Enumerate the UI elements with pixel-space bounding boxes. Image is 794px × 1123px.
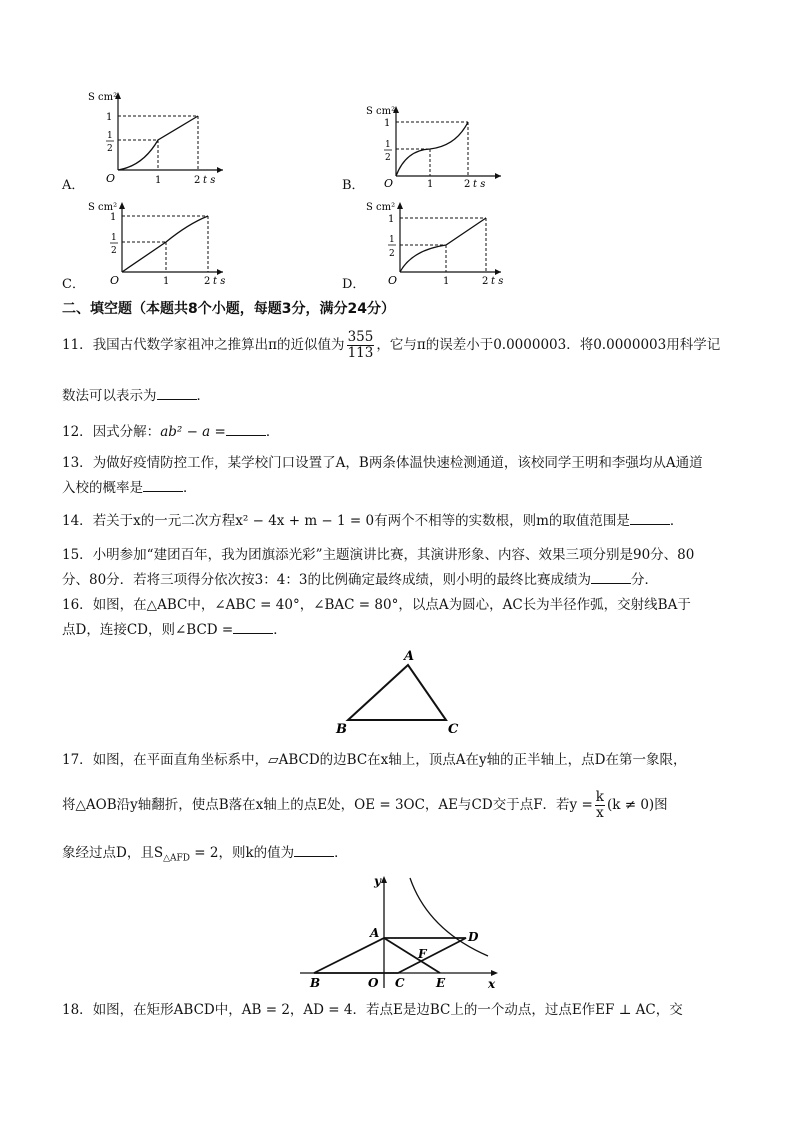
answer-blank[interactable] [294, 842, 334, 857]
vertex-a: A [404, 649, 415, 664]
svg-text:O: O [110, 274, 120, 287]
svg-text:t s: t s [203, 175, 216, 186]
option-b-graph [366, 100, 506, 192]
question-16: 16．如图，在△ABC中，∠ABC = 40°，∠BAC = 80°，以点A为圆心，AC长为半径作弧，交射线BA于 [62, 597, 691, 613]
svg-text:1: 1 [385, 140, 391, 150]
svg-text:t s: t s [213, 276, 226, 287]
svg-text:C: C [395, 976, 405, 990]
parallelogram-figure [300, 870, 510, 992]
svg-text:E: E [436, 976, 446, 990]
option-d-label[interactable]: D． [342, 277, 366, 292]
y-axis-label: S cm² [88, 92, 118, 103]
svg-text:A: A [370, 926, 380, 940]
option-a-label[interactable]: A． [62, 178, 85, 193]
answer-blank[interactable] [630, 510, 670, 525]
option-c-label[interactable]: C． [62, 277, 85, 292]
svg-text:1: 1 [111, 233, 117, 243]
question-15: 15．小明参加“建团百年，我为团旗添光彩”主题演讲比赛，其演讲形象、内容、效果三项分别是90分、80 [62, 547, 695, 563]
option-b-label[interactable]: B． [342, 178, 365, 193]
svg-text:2: 2 [194, 175, 201, 186]
question-11: 11．我国古代数学家祖冲之推算出π的近似值为 $\frac{355}{113}$ ，它与π的误差小于0.0000003．将0.0000003用科学记 [62, 329, 721, 361]
question-15-cont: 分、80分．若将三项得分依次按3：4：3的比例确定最终成绩，则小明的最终比赛成绩为 分． [62, 568, 742, 592]
svg-text:2: 2 [111, 246, 117, 256]
svg-text:x: x [488, 977, 496, 991]
answer-blank[interactable] [233, 619, 273, 634]
svg-text:t s: t s [473, 179, 486, 190]
svg-text:1: 1 [389, 235, 395, 245]
answer-blank[interactable] [591, 569, 631, 584]
svg-text:1: 1 [163, 276, 170, 287]
svg-text:2: 2 [464, 179, 471, 190]
svg-text:O: O [388, 274, 398, 287]
svg-text:1: 1 [107, 131, 113, 141]
option-d-graph [366, 198, 506, 290]
answer-blank[interactable] [226, 421, 266, 436]
question-16-cont: 点D，连接CD，则∠BCD = ． [62, 618, 742, 642]
question-17-cont2: 象经过点D，且$S_{\triangle AFD} = 2$，则k的值为 ． [62, 841, 742, 871]
svg-text:1: 1 [427, 179, 434, 190]
svg-text:1: 1 [388, 214, 395, 225]
vertex-c: C [448, 722, 459, 737]
triangle-figure [328, 645, 468, 737]
svg-text:O: O [368, 976, 379, 990]
svg-text:y: y [374, 874, 381, 888]
svg-text:B: B [310, 976, 321, 990]
svg-text:2: 2 [482, 276, 489, 287]
question-13-cont: 入校的概率是 ． [62, 476, 742, 500]
svg-text:2: 2 [389, 249, 395, 259]
svg-text:F: F [418, 947, 427, 961]
question-12: 12．因式分解：ab² − a = ． [62, 420, 742, 444]
svg-text:t s: t s [491, 276, 504, 287]
svg-text:S cm²: S cm² [366, 202, 396, 213]
svg-text:D: D [468, 930, 479, 944]
vertex-b: B [336, 722, 347, 737]
option-a-graph [88, 86, 228, 188]
section-title: 二、填空题（本题共8个小题，每题3分，满分24分） [62, 301, 395, 317]
svg-text:1: 1 [110, 212, 117, 223]
answer-blank[interactable] [143, 477, 183, 492]
svg-text:2: 2 [107, 144, 113, 154]
svg-text:S cm²: S cm² [366, 106, 396, 117]
question-11-cont: 数法可以表示为 ． [62, 384, 742, 408]
question-17-cont: 将△AOB沿y轴翻折，使点B落在x轴上的点E处，OE = 3OC，AE与CD交于点F．若y = $\frac{k}{x}$ (k ≠ 0)图 [62, 789, 668, 821]
svg-text:O: O [106, 172, 116, 185]
svg-text:1: 1 [155, 175, 162, 186]
svg-text:1: 1 [384, 118, 391, 129]
svg-text:S cm²: S cm² [88, 202, 118, 213]
question-13: 13．为做好疫情防控工作，某学校门口设置了A，B两条体温快速检测通道，该校同学王明和李强均从A通道 [62, 455, 703, 471]
option-c-graph [88, 198, 228, 290]
svg-text:2: 2 [385, 153, 391, 163]
answer-blank[interactable] [157, 385, 197, 400]
question-18: 18．如图，在矩形ABCD中，AB = 2，AD = 4．若点E是边BC上的一个动点，过点E作EF ⊥ AC，交 [62, 1002, 683, 1018]
svg-text:1: 1 [106, 112, 113, 123]
svg-text:2: 2 [204, 276, 211, 287]
question-17: 17．如图，在平面直角坐标系中，▱ABCD的边BC在x轴上，顶点A在y轴的正半轴上，点D在第一象限， [62, 752, 687, 768]
svg-text:O: O [384, 177, 394, 190]
svg-text:1: 1 [443, 276, 450, 287]
question-14: 14．若关于x的一元二次方程x² − 4x + m − 1 = 0有两个不相等的实数根，则m的取值范围是 ． [62, 509, 742, 533]
